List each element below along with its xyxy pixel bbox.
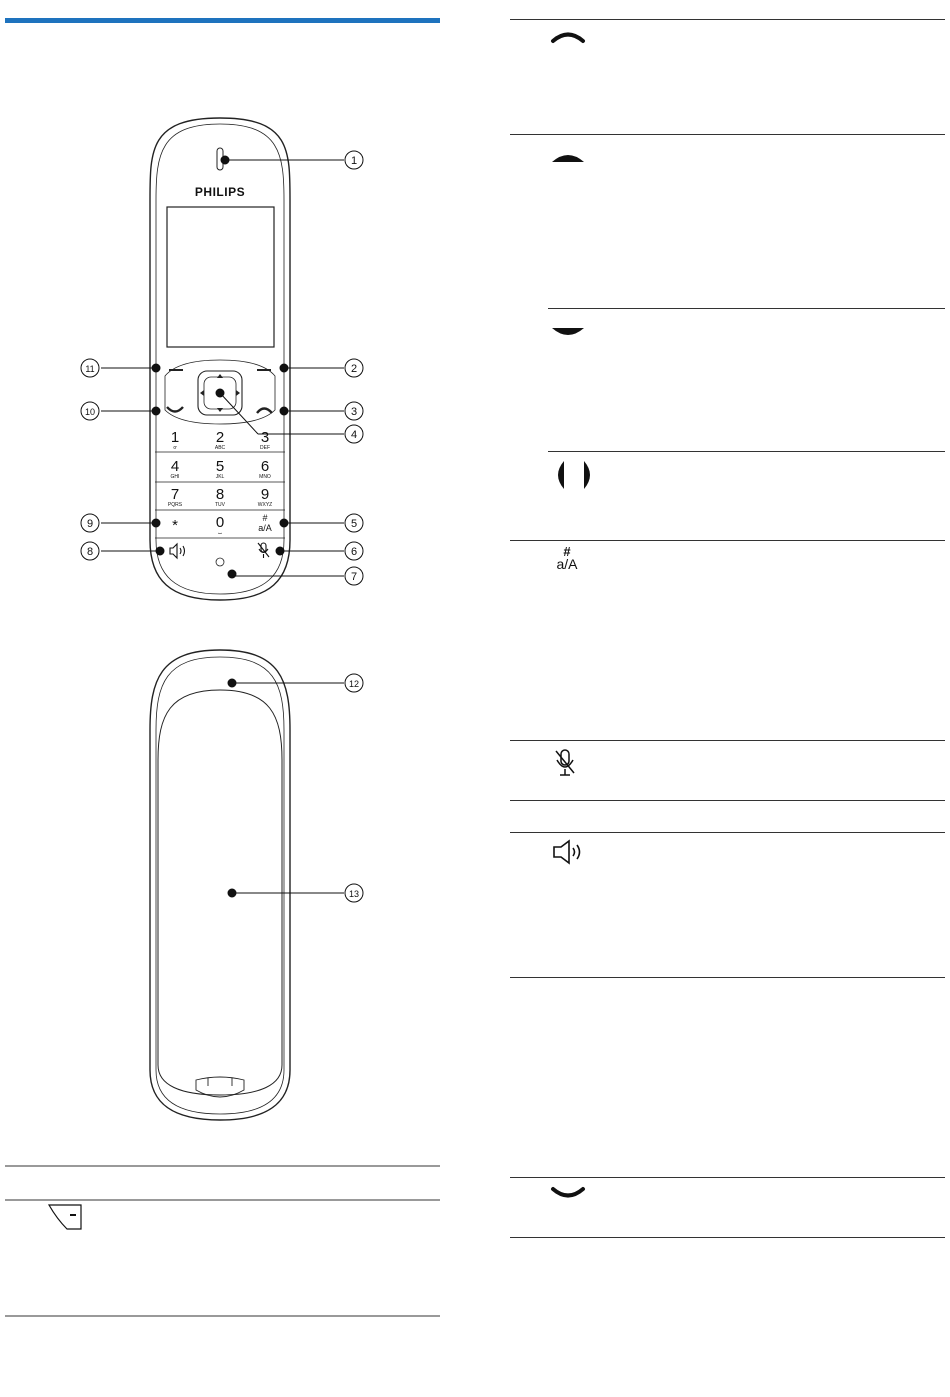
- table-rule: [510, 977, 945, 978]
- down-arrow-icon: [550, 326, 586, 340]
- key-8-letters: TUV: [215, 502, 225, 508]
- case-symbol: a/A: [556, 556, 578, 572]
- left-right-arrows-icon: [552, 459, 598, 491]
- key-2-digit: 2: [215, 429, 225, 446]
- table-rule: [510, 740, 945, 741]
- key-4-digit: 4: [170, 458, 180, 475]
- callout-7: 7: [350, 571, 358, 583]
- table-rule: [510, 832, 945, 833]
- table-rule: [510, 19, 945, 20]
- key-hash-digit: #: [262, 513, 268, 523]
- table-rule: [548, 308, 945, 309]
- callout-10: 10: [84, 407, 96, 417]
- key-5-digit: 5: [215, 458, 225, 475]
- table-rule: [548, 451, 945, 452]
- key-3-digit: 3: [260, 429, 270, 446]
- callout-1: 1: [350, 155, 358, 167]
- callout-4: 4: [350, 429, 358, 441]
- brand-logo: PHILIPS: [194, 185, 246, 199]
- callout-8: 8: [86, 546, 94, 558]
- key-1-letters: ơ: [173, 445, 177, 451]
- callout-9: 9: [86, 518, 94, 530]
- table-rule: [510, 540, 945, 541]
- mute-microphone-icon: [553, 748, 577, 778]
- table-rule: [510, 1177, 945, 1178]
- talk-icon: [550, 1186, 586, 1202]
- end-call-icon: [550, 28, 586, 44]
- key-9-digit: 9: [260, 486, 270, 503]
- key-hash-letters: a/A: [258, 523, 272, 533]
- hash-case-icon: [552, 545, 582, 571]
- table-rule: [510, 1237, 945, 1238]
- key-6-digit: 6: [260, 458, 270, 475]
- key-1-digit: 1: [170, 429, 180, 446]
- callout-2: 2: [350, 363, 358, 375]
- handset-back-illustration: [150, 650, 290, 1120]
- soft-key-icon: [45, 1203, 85, 1231]
- key-7-digit: 7: [170, 486, 180, 503]
- key-8-digit: 8: [215, 486, 225, 503]
- handset-illustrations: [0, 0, 470, 1397]
- key-5-letters: JKL: [215, 474, 225, 480]
- callout-5: 5: [350, 518, 358, 530]
- callout-13: 13: [348, 889, 360, 899]
- speaker-icon: [552, 839, 586, 865]
- table-rule: [510, 134, 945, 135]
- key-4-letters: GHI: [170, 474, 180, 480]
- callout-3: 3: [350, 406, 358, 418]
- key-0-letters: ⌴: [217, 530, 223, 536]
- key-9-letters: WXYZ: [257, 502, 273, 508]
- callout-6: 6: [350, 546, 358, 558]
- callout-12: 12: [348, 679, 360, 689]
- table-rule: [510, 800, 945, 801]
- speaker-key-icon: [170, 544, 185, 558]
- callout-11: 11: [85, 364, 95, 374]
- mute-key-icon: [258, 543, 269, 558]
- up-arrow-icon: [550, 150, 586, 164]
- hash-symbol: #: [563, 544, 571, 559]
- key-6-letters: MNO: [259, 474, 271, 480]
- key-star-digit: *: [172, 517, 178, 534]
- key-3-letters: DEF: [260, 445, 270, 451]
- key-0-digit: 0: [215, 514, 225, 531]
- key-7-letters: PQRS: [167, 502, 183, 508]
- key-2-letters: ABC: [214, 445, 226, 451]
